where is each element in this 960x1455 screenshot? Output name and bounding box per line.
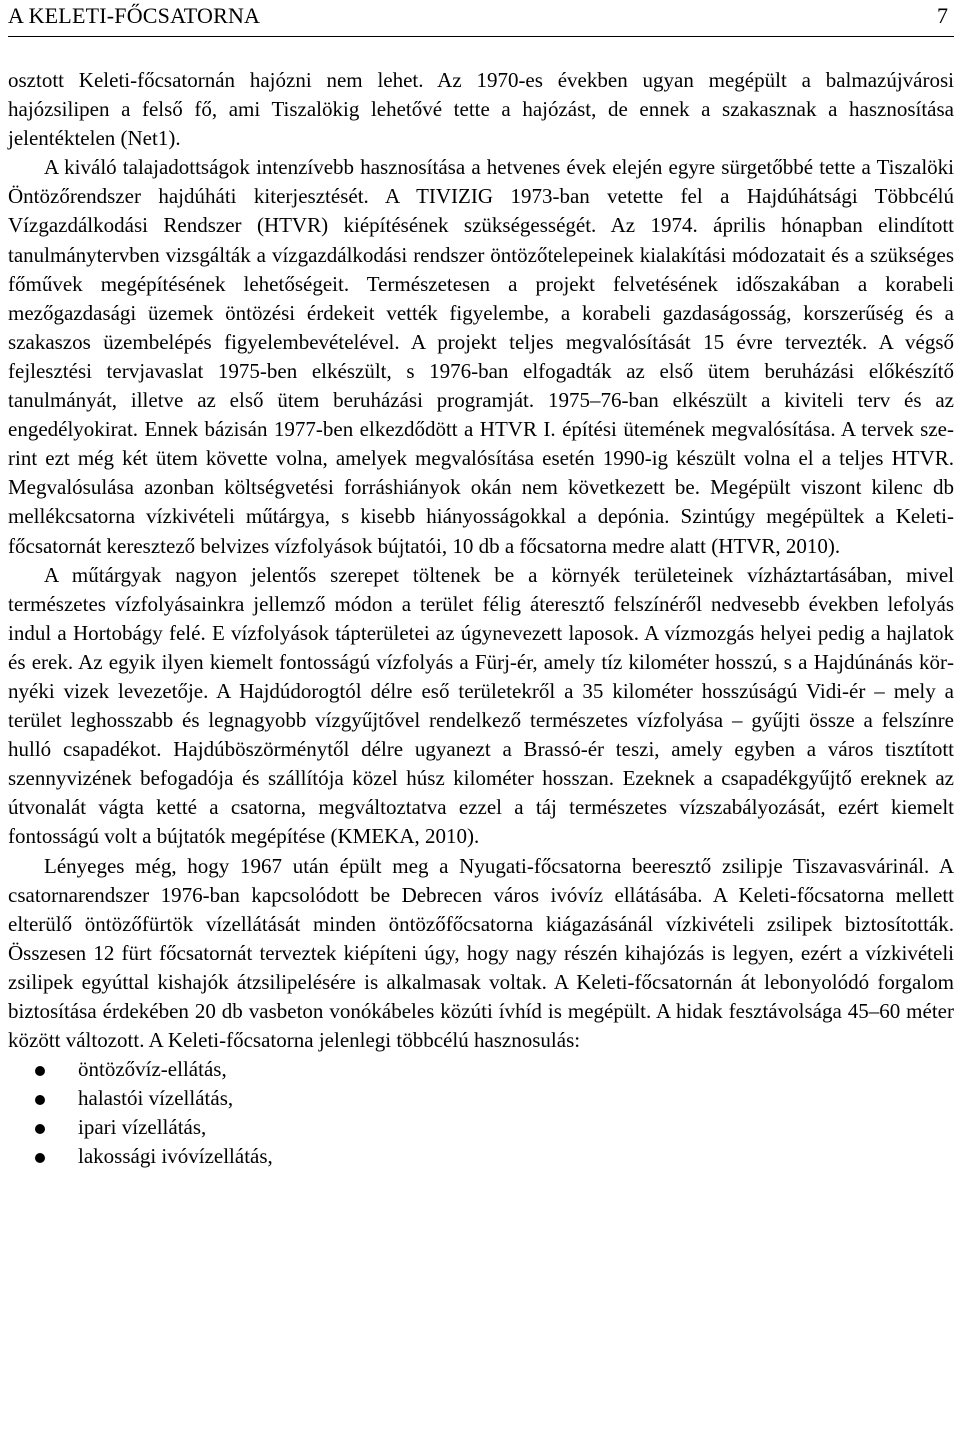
list-item (8, 1113, 954, 1142)
list-item (8, 1055, 954, 1084)
list-item (8, 1084, 954, 1113)
paragraph: A kiváló talajadottságok intenzívebb hasznosítása a hetvenes évek elején egyre sürgetőbbé tette a Tiszalöki Öntözőrendszer hajdúháti kiterjesztését. A TIVIZIG 1973-ban vetette fel a Hajdúhátsági Többcélú Vízgazdálkodási Rendszer (HTVR) kiépítésének szükségességét. Az 1974. április hónapban elindított tanulmánytervben vizsgálták a vízgazdálkodási rendszer öntözőtelepeinek kialakítási módozatait és a szükséges főművek megépítésének lehetőségeit. Természetesen a projekt felvetésének időszakában a korabeli mezőgazdasági üzemek öntözési érdekeit vették figyelembe, a korabeli gazdaságosság, korszerűség és a szakaszos üzembelépés figyelembevételével. A projekt teljes megvalósítását 15 évre tervezték. A végső fejlesztési tervjavaslat 1975-ben elkészült, s 1976-ban elfogadták az első ütem beruházási előkészítő tanulmányát, illetve az első ütem beruházási programját. 1975–76-ban elkészült a kiviteli terv és az engedélyokirat. Ennek bázisán 1977-ben elkezdődött a HTVR I. építési ütemének megvalósítása. A tervek szerint ezt még két ütem követte volna, amelyek megvalósítása esetén 1990-ig készült volna el a teljes HTVR. Megvalósulása azonban költségvetési forráshiányok okán nem következett be. Megépült viszont kilenc db mellékcsatorna vízkivételi műtárgya, s kisebb hiányosságokkal a depónia. Szintúgy megépültek a Keleti-főcsatornát keresztező belvizes vízfolyások bújtatói, 10 db a főcsatorna medre alatt (HTVR, 2010). (8, 155, 954, 558)
page-number: 7 (937, 3, 948, 28)
running-header (8, 0, 954, 37)
chapter-title: A KELETI-FŐCSATORNA (8, 3, 261, 28)
list-item-text: ipari vízellátás, (78, 1115, 207, 1140)
paragraph: Lényeges még, hogy 1967 után épült meg a Nyugati-főcsatorna beeresztő zsilipje Tiszavasvárinál. A csatornarendszer 1976-ban kapcsolódott be Debrecen város ivóvíz ellátásába. A Keleti-főcsatorna mellett elterülő öntözőfürtök vízellátását minden öntözőfőcsatorna kiágazásánál vízkivételi zsilipek biztosították. Összesen 12 fürt főcsatornát terveztek kiépíteni úgy, hogy nagy részén kihajózás is legyen, ezért a vízkivételi zsilipek egyúttal kishajók átzsilipelésére is alkalmasak voltak. A Keleti-főcsatornán át lebonyolódó forgalom biztosítása érdekében 20 db vasbeton vonókábeles közúti ívhíd is megépült. A hidak fesztávolsága 45–60 méter között változott. A Keleti-főcsatorna jelenlegi többcélú hasznosulás: (8, 853, 954, 1053)
bullet-icon (35, 1095, 45, 1105)
document-page (8, 0, 954, 1172)
list-item-text: lakossági ivóvízellátás, (78, 1144, 273, 1169)
paragraph-continued: osztott Keleti-főcsatornán hajózni nem lehet. Az 1970-es években ugyan megépült a balmazújvárosi hajózsilipen a felső fő, ami Tiszalökig lehetővé tette a hajózást, de ennek a szakasznak a hasznosítása jelentéktelen (Net1). (8, 68, 954, 151)
bullet-icon (35, 1153, 45, 1163)
bullet-icon (35, 1124, 45, 1134)
list-item-text: halastói vízellátás, (78, 1086, 234, 1111)
list-item-text: öntözővíz-ellátás, (78, 1057, 227, 1082)
bullet-icon (35, 1066, 45, 1076)
paragraph: A műtárgyak nagyon jelentős szerepet töltenek be a környék területeinek vízháztartásában, mivel természetes vízfolyásainkra jellemző módon a terület félig áteresztő felszínéről nedvesebb években lefolyás indul a Hortobágy felé. E vízfolyások tápterületei az úgynevezett laposok. A vízmozgás helyei pedig a hajlatok és erek. Az egyik ilyen kiemelt fontosságú vízfolyás a Fürj-ér, amely tíz kilométer hosszú, s a Hajdúnánás környéki vizek levezetője. A Hajdúdorogtól délre eső területekről a 35 kilométer hosszúságú Vidi-ér – mely a terület leghosszabb és legnagyobb vízgyűjtővel rendelkező természetes vízfolyása – gyűjti össze a felszínre hulló csapadékot. Hajdúböszörménytől délre ugyanezt a Brassó-ér teszi, amely egyben a város tisztított szennyvizének befogadója és szállítója közel húsz kilométer hosszan. Ezeknek a csapadékgyűjtő ereknek az útvonalát vágta ketté a csatorna, megváltoztatva ezzel a táj természetes vízszabályozását, ezért kiemelt fontosságú volt a bújtatók megépítése (KMEKA, 2010). (8, 562, 954, 849)
list-item (8, 1142, 954, 1171)
body-text (8, 66, 954, 1172)
bullet-list (8, 1055, 954, 1171)
